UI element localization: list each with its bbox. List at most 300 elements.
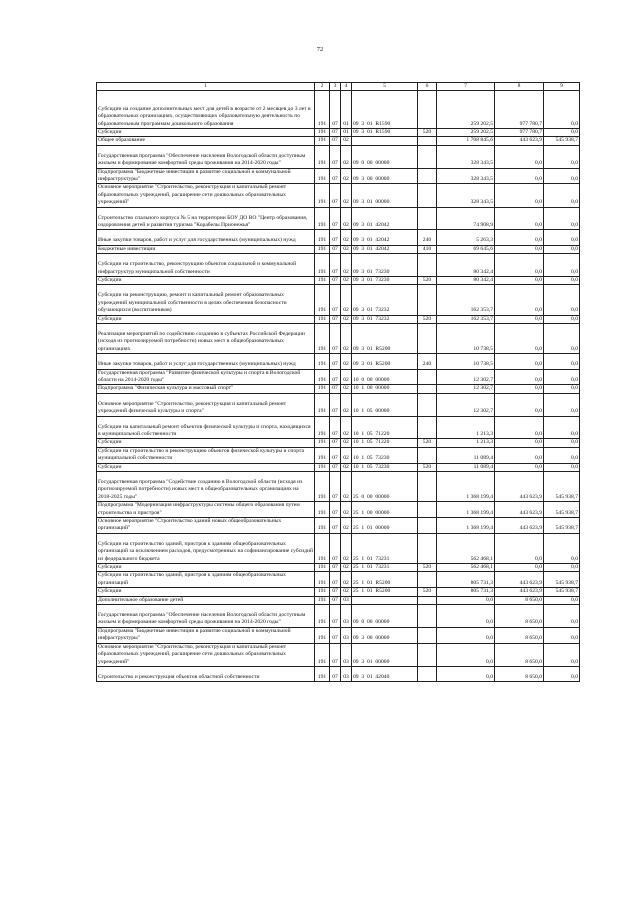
amount-year-3: 0,0 bbox=[544, 369, 580, 385]
amount-year-1: 74 908,9 bbox=[437, 207, 495, 230]
item-name: Субсидии bbox=[97, 129, 315, 137]
ministry-code: 191 bbox=[315, 588, 330, 596]
subsection-code: 03 bbox=[341, 643, 352, 666]
subsection-code: 03 bbox=[341, 596, 352, 604]
item-name: Подпрограмма "Бюджетные инвестиции в развитие социальной и коммунальной инфраструктуры" bbox=[97, 168, 315, 184]
ministry-code: 191 bbox=[315, 230, 330, 245]
amount-year-3: 0,0 bbox=[544, 643, 580, 666]
expense-type-code bbox=[418, 605, 437, 628]
section-code: 07 bbox=[330, 91, 341, 129]
amount-year-2: 443 623,9 bbox=[495, 572, 544, 588]
table-row bbox=[97, 354, 580, 369]
table-row bbox=[97, 393, 580, 416]
table-row bbox=[97, 463, 580, 471]
amount-year-1: 805 731,3 bbox=[437, 588, 495, 596]
amount-year-2: 8 650,0 bbox=[495, 666, 544, 681]
amount-year-2: 0,0 bbox=[495, 564, 544, 572]
expense-type-code bbox=[418, 596, 437, 604]
table-row bbox=[97, 518, 580, 534]
target-article-code: 09 0 00 00000 bbox=[352, 145, 418, 168]
amount-year-2: 0,0 bbox=[495, 369, 544, 385]
amount-year-1: 12 302,7 bbox=[437, 369, 495, 385]
amount-year-3: 0,0 bbox=[544, 207, 580, 230]
amount-year-3: 0,0 bbox=[544, 605, 580, 628]
target-article-code: 10 1 00 00000 bbox=[352, 385, 418, 393]
amount-year-3: 0,0 bbox=[544, 596, 580, 604]
item-name: Общее образование bbox=[97, 137, 315, 145]
amount-year-2: 8 650,0 bbox=[495, 627, 544, 643]
item-name: Основное мероприятие "Строительство, реконструкция и капитальный ремонт образовательных учреждений, расширение сети дошкольных образовательных учреждений" bbox=[97, 643, 315, 666]
amount-year-3: 0,0 bbox=[544, 315, 580, 323]
amount-year-2: 443 623,9 bbox=[495, 502, 544, 518]
item-name: Подпрограмма "Модернизация инфраструктуры системы общего образования путем строительства и пристроя" bbox=[97, 502, 315, 518]
item-name: Основное мероприятие "Строительство, реконструкция и капитальный ремонт образовательных учреждений, расширение сети дошкольных образовательных учреждений" bbox=[97, 184, 315, 207]
amount-year-2: 977 780,7 bbox=[495, 129, 544, 137]
item-name: Подпрограмма "Бюджетные инвестиции в развитие социальной и коммунальной инфраструктуры" bbox=[97, 627, 315, 643]
amount-year-3: 0,0 bbox=[544, 184, 580, 207]
subsection-code: 03 bbox=[341, 666, 352, 681]
amount-year-1: 11 089,4 bbox=[437, 447, 495, 463]
ministry-code: 191 bbox=[315, 518, 330, 534]
amount-year-2: 443 623,9 bbox=[495, 137, 544, 145]
table-row bbox=[97, 627, 580, 643]
section-code: 07 bbox=[330, 324, 341, 354]
section-code: 07 bbox=[330, 605, 341, 628]
amount-year-2: 8 650,0 bbox=[495, 596, 544, 604]
section-code: 07 bbox=[330, 588, 341, 596]
ministry-code: 191 bbox=[315, 472, 330, 502]
target-article-code: 09 3 01 R5200 bbox=[352, 354, 418, 369]
amount-year-1: 562 468,1 bbox=[437, 533, 495, 563]
item-name: Государственная программа "Содействие созданию в Вологодской области (исходя из прогнозируемой потребности) новых мест в общеобразовательных организациях на 2018-2025 годы" bbox=[97, 472, 315, 502]
expense-type-code: 520 bbox=[418, 277, 437, 285]
amount-year-3: 0,0 bbox=[544, 245, 580, 253]
target-article-code: 10 1 05 73230 bbox=[352, 447, 418, 463]
amount-year-1: 162 353,7 bbox=[437, 315, 495, 323]
subsection-code: 02 bbox=[341, 324, 352, 354]
expense-type-code bbox=[418, 447, 437, 463]
section-code: 07 bbox=[330, 502, 341, 518]
amount-year-2: 0,0 bbox=[495, 533, 544, 563]
column-header: 8 bbox=[495, 83, 544, 91]
item-name: Субсидии на строительство, реконструкцию объектов социальной и коммунальной инфраструктур муниципальной собственности bbox=[97, 254, 315, 277]
target-article-code: 10 1 05 00000 bbox=[352, 393, 418, 416]
target-article-code: 10 1 05 71220 bbox=[352, 416, 418, 439]
section-code: 07 bbox=[330, 596, 341, 604]
target-article-code: 09 3 01 42040 bbox=[352, 666, 418, 681]
expense-type-code: 520 bbox=[418, 463, 437, 471]
amount-year-2: 443 623,9 bbox=[495, 588, 544, 596]
amount-year-3: 545 938,7 bbox=[544, 137, 580, 145]
amount-year-3: 0,0 bbox=[544, 145, 580, 168]
table-row bbox=[97, 91, 580, 129]
amount-year-2: 0,0 bbox=[495, 184, 544, 207]
table-row bbox=[97, 572, 580, 588]
column-header: 6 bbox=[418, 83, 437, 91]
target-article-code: 09 3 01 R1590 bbox=[352, 129, 418, 137]
section-code: 07 bbox=[330, 385, 341, 393]
expense-type-code bbox=[418, 572, 437, 588]
ministry-code: 191 bbox=[315, 447, 330, 463]
expense-type-code bbox=[418, 324, 437, 354]
amount-year-3: 0,0 bbox=[544, 168, 580, 184]
section-code: 07 bbox=[330, 245, 341, 253]
ministry-code: 191 bbox=[315, 137, 330, 145]
amount-year-1: 12 302,7 bbox=[437, 393, 495, 416]
table-row bbox=[97, 245, 580, 253]
amount-year-3: 0,0 bbox=[544, 533, 580, 563]
amount-year-3: 545 938,7 bbox=[544, 588, 580, 596]
expense-type-code bbox=[418, 533, 437, 563]
section-code: 07 bbox=[330, 207, 341, 230]
item-name: Реализация мероприятий по содействию созданию в субъектах Российской Федерации (исходя из прогнозируемой потребности) новых мест в общеобразовательных организациях bbox=[97, 324, 315, 354]
expense-type-code: 410 bbox=[418, 245, 437, 253]
subsection-code: 02 bbox=[341, 145, 352, 168]
item-name: Субсидии на капитальный ремонт объектов физической культуры и спорта, находящихся в муниципальной собственности bbox=[97, 416, 315, 439]
amount-year-1: 1 368 199,4 bbox=[437, 502, 495, 518]
table-row bbox=[97, 230, 580, 245]
expense-type-code: 240 bbox=[418, 354, 437, 369]
ministry-code: 191 bbox=[315, 324, 330, 354]
subsection-code: 01 bbox=[341, 129, 352, 137]
section-code: 07 bbox=[330, 393, 341, 416]
section-code: 07 bbox=[330, 129, 341, 137]
section-code: 07 bbox=[330, 168, 341, 184]
section-code: 07 bbox=[330, 463, 341, 471]
table-row bbox=[97, 564, 580, 572]
target-article-code: 09 0 00 00000 bbox=[352, 605, 418, 628]
section-code: 07 bbox=[330, 416, 341, 439]
table-row bbox=[97, 472, 580, 502]
amount-year-3: 0,0 bbox=[544, 447, 580, 463]
ministry-code: 191 bbox=[315, 393, 330, 416]
amount-year-1: 1 368 199,4 bbox=[437, 518, 495, 534]
item-name: Субсидии bbox=[97, 588, 315, 596]
column-header: 5 bbox=[352, 83, 418, 91]
table-row bbox=[97, 207, 580, 230]
subsection-code: 03 bbox=[341, 605, 352, 628]
subsection-code: 02 bbox=[341, 472, 352, 502]
table-row bbox=[97, 254, 580, 277]
target-article-code: 10 0 00 00000 bbox=[352, 369, 418, 385]
expense-type-code bbox=[418, 627, 437, 643]
subsection-code: 02 bbox=[341, 245, 352, 253]
table-row bbox=[97, 385, 580, 393]
amount-year-2: 0,0 bbox=[495, 393, 544, 416]
section-code: 07 bbox=[330, 285, 341, 315]
amount-year-2: 0,0 bbox=[495, 245, 544, 253]
item-name: Иные закупки товаров, работ и услуг для государственных (муниципальных) нужд bbox=[97, 354, 315, 369]
table-row bbox=[97, 416, 580, 439]
expense-type-code bbox=[418, 369, 437, 385]
section-code: 07 bbox=[330, 627, 341, 643]
amount-year-2: 0,0 bbox=[495, 447, 544, 463]
section-code: 07 bbox=[330, 145, 341, 168]
table-row bbox=[97, 502, 580, 518]
table-row bbox=[97, 666, 580, 681]
section-code: 07 bbox=[330, 277, 341, 285]
subsection-code: 02 bbox=[341, 137, 352, 145]
amount-year-1: 1 368 199,4 bbox=[437, 472, 495, 502]
target-article-code: 25 1 00 00000 bbox=[352, 502, 418, 518]
section-code: 07 bbox=[330, 184, 341, 207]
amount-year-3: 545 938,7 bbox=[544, 572, 580, 588]
amount-year-3: 0,0 bbox=[544, 627, 580, 643]
ministry-code: 191 bbox=[315, 533, 330, 563]
amount-year-2: 0,0 bbox=[495, 463, 544, 471]
expense-type-code bbox=[418, 518, 437, 534]
item-name: Государственная программа "Развитие физической культуры и спорта в Вологодской области на 2014-2020 годы" bbox=[97, 369, 315, 385]
subsection-code: 02 bbox=[341, 385, 352, 393]
amount-year-3: 0,0 bbox=[544, 324, 580, 354]
amount-year-2: 0,0 bbox=[495, 354, 544, 369]
amount-year-2: 443 623,9 bbox=[495, 518, 544, 534]
ministry-code: 191 bbox=[315, 184, 330, 207]
subsection-code: 02 bbox=[341, 168, 352, 184]
subsection-code: 02 bbox=[341, 207, 352, 230]
amount-year-3: 0,0 bbox=[544, 564, 580, 572]
target-article-code: 09 3 01 42042 bbox=[352, 207, 418, 230]
item-name: Строительство и реконструкция объектов областной собственности bbox=[97, 666, 315, 681]
item-name: Субсидии на строительство зданий, пристроя к зданиям общеобразовательных организаций за исключением расходов, предусмотренных на софинансирование субсидий из федерального бюджета bbox=[97, 533, 315, 563]
subsection-code: 02 bbox=[341, 564, 352, 572]
table-row bbox=[97, 439, 580, 447]
item-name: Основное мероприятие "Строительство зданий новых общеобразовательных организаций" bbox=[97, 518, 315, 534]
ministry-code: 191 bbox=[315, 439, 330, 447]
amount-year-1: 259 202,5 bbox=[437, 129, 495, 137]
amount-year-2: 0,0 bbox=[495, 439, 544, 447]
item-name: Строительство спального корпуса № 5 на территории БОУ ДО ВО "Центр образования, оздоровления детей и развития туризма "Корабелы Прионежья" bbox=[97, 207, 315, 230]
table-header-row bbox=[97, 83, 580, 91]
expense-type-code bbox=[418, 207, 437, 230]
table-row bbox=[97, 315, 580, 323]
expense-type-code: 520 bbox=[418, 129, 437, 137]
subsection-code: 02 bbox=[341, 285, 352, 315]
table-row bbox=[97, 605, 580, 628]
subsection-code: 02 bbox=[341, 416, 352, 439]
item-name: Субсидии на реконструкцию, ремонт и капитальный ремонт образовательных учреждений муниципальной собственности в целях обеспечения безопасности обучающихся (воспитанников) bbox=[97, 285, 315, 315]
subsection-code: 02 bbox=[341, 354, 352, 369]
amount-year-2: 0,0 bbox=[495, 254, 544, 277]
item-name: Подпрограмма "Физическая культура и массовый спорт" bbox=[97, 385, 315, 393]
amount-year-3: 0,0 bbox=[544, 439, 580, 447]
subsection-code: 02 bbox=[341, 447, 352, 463]
target-article-code: 09 3 01 R5200 bbox=[352, 324, 418, 354]
subsection-code: 02 bbox=[341, 184, 352, 207]
amount-year-3: 0,0 bbox=[544, 416, 580, 439]
amount-year-3: 0,0 bbox=[544, 91, 580, 129]
ministry-code: 191 bbox=[315, 285, 330, 315]
expense-type-code bbox=[418, 472, 437, 502]
ministry-code: 191 bbox=[315, 605, 330, 628]
table-row bbox=[97, 369, 580, 385]
expense-type-code bbox=[418, 254, 437, 277]
item-name: Субсидии bbox=[97, 277, 315, 285]
ministry-code: 191 bbox=[315, 315, 330, 323]
amount-year-3: 0,0 bbox=[544, 463, 580, 471]
amount-year-1: 0,0 bbox=[437, 666, 495, 681]
amount-year-1: 11 089,4 bbox=[437, 463, 495, 471]
table-row bbox=[97, 277, 580, 285]
ministry-code: 191 bbox=[315, 564, 330, 572]
amount-year-1: 5 263,3 bbox=[437, 230, 495, 245]
table-row bbox=[97, 596, 580, 604]
table-row bbox=[97, 285, 580, 315]
amount-year-2: 0,0 bbox=[495, 277, 544, 285]
amount-year-1: 562 468,1 bbox=[437, 564, 495, 572]
target-article-code: 09 3 01 42042 bbox=[352, 245, 418, 253]
ministry-code: 191 bbox=[315, 207, 330, 230]
target-article-code: 25 0 00 00000 bbox=[352, 472, 418, 502]
section-code: 07 bbox=[330, 439, 341, 447]
amount-year-1: 328 343,5 bbox=[437, 145, 495, 168]
target-article-code: 09 3 01 73230 bbox=[352, 277, 418, 285]
table-row bbox=[97, 137, 580, 145]
column-header: 7 bbox=[437, 83, 495, 91]
amount-year-2: 0,0 bbox=[495, 416, 544, 439]
target-article-code: 09 3 00 00000 bbox=[352, 627, 418, 643]
amount-year-1: 80 342,4 bbox=[437, 254, 495, 277]
subsection-code: 02 bbox=[341, 588, 352, 596]
target-article-code: 25 1 01 73231 bbox=[352, 533, 418, 563]
amount-year-3: 0,0 bbox=[544, 254, 580, 277]
amount-year-1: 0,0 bbox=[437, 643, 495, 666]
subsection-code: 02 bbox=[341, 463, 352, 471]
subsection-code: 02 bbox=[341, 315, 352, 323]
expense-type-code bbox=[418, 137, 437, 145]
amount-year-1: 1 213,3 bbox=[437, 416, 495, 439]
expense-type-code bbox=[418, 91, 437, 129]
subsection-code: 02 bbox=[341, 254, 352, 277]
table-row bbox=[97, 588, 580, 596]
ministry-code: 191 bbox=[315, 502, 330, 518]
subsection-code: 02 bbox=[341, 518, 352, 534]
ministry-code: 191 bbox=[315, 369, 330, 385]
expense-type-code bbox=[418, 666, 437, 681]
ministry-code: 191 bbox=[315, 245, 330, 253]
target-article-code: 09 3 01 00000 bbox=[352, 184, 418, 207]
amount-year-2: 0,0 bbox=[495, 385, 544, 393]
column-header: 2 bbox=[315, 83, 330, 91]
expense-type-code bbox=[418, 145, 437, 168]
amount-year-3: 0,0 bbox=[544, 285, 580, 315]
section-code: 07 bbox=[330, 230, 341, 245]
subsection-code: 02 bbox=[341, 393, 352, 416]
amount-year-1: 69 645,6 bbox=[437, 245, 495, 253]
table-row bbox=[97, 145, 580, 168]
amount-year-1: 162 353,7 bbox=[437, 285, 495, 315]
section-code: 07 bbox=[330, 572, 341, 588]
subsection-code: 02 bbox=[341, 439, 352, 447]
target-article-code bbox=[352, 137, 418, 145]
ministry-code: 191 bbox=[315, 416, 330, 439]
subsection-code: 02 bbox=[341, 369, 352, 385]
ministry-code: 191 bbox=[315, 354, 330, 369]
section-code: 07 bbox=[330, 666, 341, 681]
target-article-code: 09 3 00 00000 bbox=[352, 168, 418, 184]
table-row bbox=[97, 533, 580, 563]
ministry-code: 191 bbox=[315, 145, 330, 168]
amount-year-2: 0,0 bbox=[495, 315, 544, 323]
section-code: 07 bbox=[330, 254, 341, 277]
amount-year-2: 0,0 bbox=[495, 207, 544, 230]
amount-year-1: 80 342,4 bbox=[437, 277, 495, 285]
target-article-code: 09 3 01 R1590 bbox=[352, 91, 418, 129]
amount-year-3: 545 938,7 bbox=[544, 518, 580, 534]
amount-year-3: 0,0 bbox=[544, 393, 580, 416]
item-name: Субсидии bbox=[97, 439, 315, 447]
target-article-code: 25 1 01 R5200 bbox=[352, 588, 418, 596]
expense-type-code bbox=[418, 416, 437, 439]
section-code: 07 bbox=[330, 518, 341, 534]
ministry-code: 191 bbox=[315, 277, 330, 285]
section-code: 07 bbox=[330, 564, 341, 572]
target-article-code: 09 3 01 73230 bbox=[352, 254, 418, 277]
amount-year-1: 0,0 bbox=[437, 627, 495, 643]
expense-type-code: 520 bbox=[418, 564, 437, 572]
amount-year-1: 0,0 bbox=[437, 605, 495, 628]
target-article-code: 25 1 01 R5200 bbox=[352, 572, 418, 588]
amount-year-1: 10 738,5 bbox=[437, 354, 495, 369]
target-article-code: 10 1 05 73230 bbox=[352, 463, 418, 471]
subsection-code: 02 bbox=[341, 572, 352, 588]
item-name: Субсидии на строительство и реконструкцию объектов физической культуры и спорта муниципальной собственности bbox=[97, 447, 315, 463]
section-code: 07 bbox=[330, 315, 341, 323]
amount-year-3: 0,0 bbox=[544, 385, 580, 393]
amount-year-3: 545 938,7 bbox=[544, 502, 580, 518]
amount-year-3: 545 938,7 bbox=[544, 472, 580, 502]
target-article-code: 10 1 05 71220 bbox=[352, 439, 418, 447]
table-row bbox=[97, 643, 580, 666]
amount-year-3: 0,0 bbox=[544, 354, 580, 369]
item-name: Бюджетные инвестиции bbox=[97, 245, 315, 253]
amount-year-2: 443 623,9 bbox=[495, 472, 544, 502]
expense-type-code bbox=[418, 168, 437, 184]
subsection-code: 02 bbox=[341, 230, 352, 245]
amount-year-3: 0,0 bbox=[544, 277, 580, 285]
ministry-code: 191 bbox=[315, 627, 330, 643]
amount-year-1: 12 302,7 bbox=[437, 385, 495, 393]
expense-type-code: 240 bbox=[418, 230, 437, 245]
amount-year-1: 328 343,5 bbox=[437, 168, 495, 184]
ministry-code: 191 bbox=[315, 596, 330, 604]
expense-type-code bbox=[418, 285, 437, 315]
subsection-code: 02 bbox=[341, 502, 352, 518]
target-article-code bbox=[352, 596, 418, 604]
subsection-code: 03 bbox=[341, 627, 352, 643]
amount-year-1: 328 343,5 bbox=[437, 184, 495, 207]
amount-year-2: 0,0 bbox=[495, 230, 544, 245]
amount-year-2: 977 780,7 bbox=[495, 91, 544, 129]
item-name: Субсидии bbox=[97, 315, 315, 323]
subsection-code: 01 bbox=[341, 91, 352, 129]
item-name: Иные закупки товаров, работ и услуг для государственных (муниципальных) нужд bbox=[97, 230, 315, 245]
item-name: Субсидии bbox=[97, 463, 315, 471]
ministry-code: 191 bbox=[315, 254, 330, 277]
column-header: 9 bbox=[544, 83, 580, 91]
amount-year-2: 0,0 bbox=[495, 285, 544, 315]
section-code: 07 bbox=[330, 643, 341, 666]
table-row bbox=[97, 324, 580, 354]
amount-year-1: 1 708 845,6 bbox=[437, 137, 495, 145]
target-article-code: 09 3 01 00000 bbox=[352, 643, 418, 666]
item-name: Основное мероприятие "Строительство, реконструкция и капитальный ремонт учреждений физической культуры и спорта" bbox=[97, 393, 315, 416]
amount-year-3: 0,0 bbox=[544, 129, 580, 137]
expense-type-code bbox=[418, 502, 437, 518]
target-article-code: 09 3 01 42042 bbox=[352, 230, 418, 245]
amount-year-1: 259 202,5 bbox=[437, 91, 495, 129]
amount-year-2: 8 650,0 bbox=[495, 643, 544, 666]
